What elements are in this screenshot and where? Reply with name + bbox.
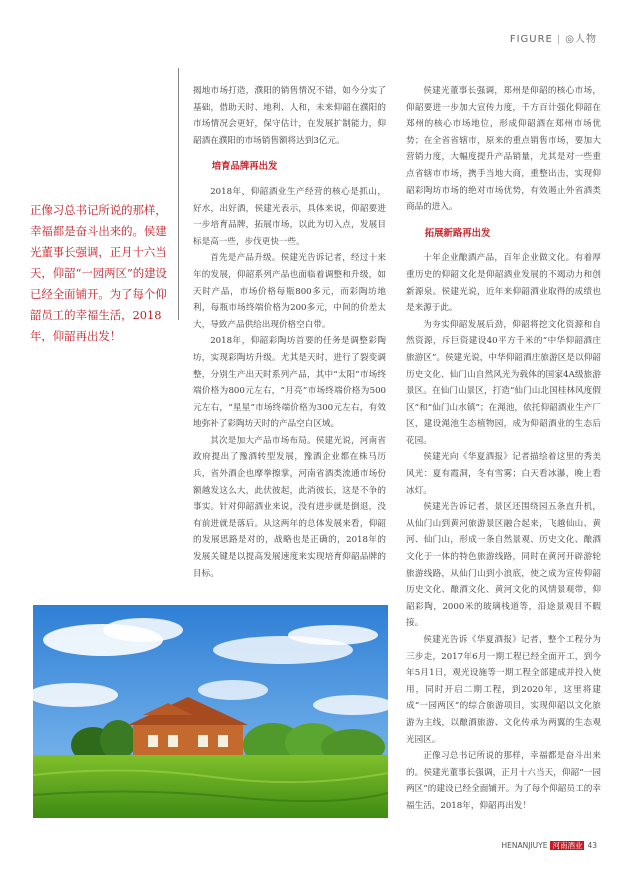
pull-quote: 正像习总书记所说的那样，幸福都是奋斗出来的。侯建光董事长强调，正月十六当天，仰韶“一园两区”的建设已经全面铺开。为了每个仰韶员工的幸福生活，2018年，仰韶再出发！	[30, 203, 167, 343]
paragraph: 揭地市场打造，濮阳的销售情况不错，如今分实了基础，借助天时、地利、人和，未来仰韶在濮阳的市场情况会更好，保守估计，在发展扩制能力，仰韶酒在濮阳的市场销售额将达到3亿元。	[193, 86, 386, 146]
figure-label: FIGURE	[509, 34, 553, 45]
paragraph: 侯建光董事长强调，郑州是仰韶的核心市场，仰韶要进一步加大宣传力度，千方百计强化仰韶在郑州的核心市场地位，形成仰韶酒在郑州市场优势；在全省省辖市，原来的重点销售市场，要加大营销力度，大幅度提升产品销量，尤其是对一些重点省辖市市场，携手当地大商，重整出击，实现仰韶彩陶坊市场的绝对市场优势，有效遏止外省酒类商品的进入。	[406, 86, 601, 213]
page-header	[510, 30, 597, 45]
paragraph: 侯建光告诉《华夏酒报》记者，整个工程分为三步走，2017年6月一期工程已经全面开工，到今年5月1日，观光设施等一期工程全部建成并投入使用，同时开启二期工程，到2020年，这里将建成“一园两区”的综合旅游项目，实现仰韶以文化旅游为主线，以酿酒旅游、文化传承为两翼的生态观光园区。	[406, 635, 601, 745]
paragraph: 其次是加大产品市场布局。侯建光说，河南省政府提出了豫酒转型发展，豫酒企业都在株马历兵，省外酒企也摩拳擦掌，河南省酒类流通市场份额越发这么大，此伏彼起，此消彼长，这是不争的事实。针对仰韶酒业来说，没有进步就是倒退，没有前进就是落后。从这两年的总体发展来看，仰韶的发展思路是对的，战略也是正确的，2018年的发展关键是以提高发展速度来实现培育仰韶品牌的目标。	[193, 435, 386, 579]
section-heading: 拓展新路再出发	[424, 227, 491, 239]
article-column-middle	[193, 83, 386, 582]
page-footer	[501, 840, 597, 851]
paragraph: 十年企业酿酒产品，百年企业做文化。有着厚重历史的仰韶文化是仰韶酒业发展的不竭动力和创新源泉。侯建光说，近年来仰韶酒业取得的成绩也是来源于此。	[406, 253, 601, 314]
section-label: ◎人物	[565, 34, 597, 45]
section-heading: 培育品牌再出发	[211, 161, 278, 173]
magazine-brand: HENANJIUYE	[501, 841, 548, 850]
paragraph: 正像习总书记所说的那样，幸福都是奋斗出来的。侯建光董事长强调，正月十六当天，仰韶“一园两区”的建设已经全面铺开。为了每个仰韶员工的幸福生活，2018年，仰韶再出发！	[406, 751, 601, 811]
house-field-image	[33, 605, 388, 818]
page-number: 43	[587, 841, 597, 850]
article-column-right	[406, 83, 601, 815]
paragraph: 侯建光向《华夏酒报》记者描绘着这里的秀美风光：夏有霞洞，冬有雪雾；白天看冰瀑，晚上看冰灯。	[406, 452, 601, 496]
paragraph: 2018年，仰韶酒业生产经营的核心是抓山，好水，出好酒，侯建光表示，具体来说，仰韶要进一步培育品牌，拓展市场，以此为切入点，发展目标是高一些，步伐更快一些。	[193, 186, 386, 247]
quote-divider	[178, 68, 179, 320]
landscape-photo	[33, 605, 388, 818]
paragraph: 首先是产品升级。侯建光告诉记者，经过十来年的发展，仰韶系列产品也面临着调整和升级，如天时产品，市场价格每瓶800多元，而彩陶坊地利，每瓶市场终端价格为200多元，中间的价差太大，导致产品供给出现价格空白带。	[193, 253, 386, 330]
paragraph: 为夯实仰韶发展后劲，仰韶将挖文化资源和自然资源，斥巨资建设40平方千米的“中华仰韶酒庄旅游区”。侯建光说，中华仰韶酒庄旅游区是以仰韶历史文化、仙门山自然风光为载体的国家4A级旅游景区。在仙门山景区，打造“仙门山北国桂林风度假区”和“仙门山水镇”；在渑池，依托仰韶酒业生产厂区，建设渑池生态植物园，成为仰韶酒业的生态后花园。	[406, 319, 601, 446]
paragraph: 侯建光告诉记者，景区还围绕园五条直升机，从仙门山到黄河旅游景区融合起来，飞越仙山、黄河、仙门山，形成一条自然景观、历史文化、酿酒文化于一体的特色旅游线路，同时在黄河开辟游轮旅游线路，从仙门山到小浪底，使之成为宣传仰韶历史文化、酿酒文化、黄河文化的风情景观带，仰韶彩陶，2000米的玻璃栈道等，沿途景观目不暇接。	[406, 502, 601, 629]
magazine-name: 河南酒业	[552, 841, 583, 850]
header-separator: |	[556, 34, 562, 45]
paragraph: 2018年，仰韶彩陶坊首要的任务是调整彩陶坊，实现彩陶坊升级。尤其是天时，进行了裂变调整，分别生产出天时系列产品，其中“太阳”市场终端价格为800元左右，“月亮”市场终端价格为500元左右，“星星”市场终端价格为300元左右，有效地弥补了彩陶坊天时的产品空白区域。	[193, 336, 386, 430]
